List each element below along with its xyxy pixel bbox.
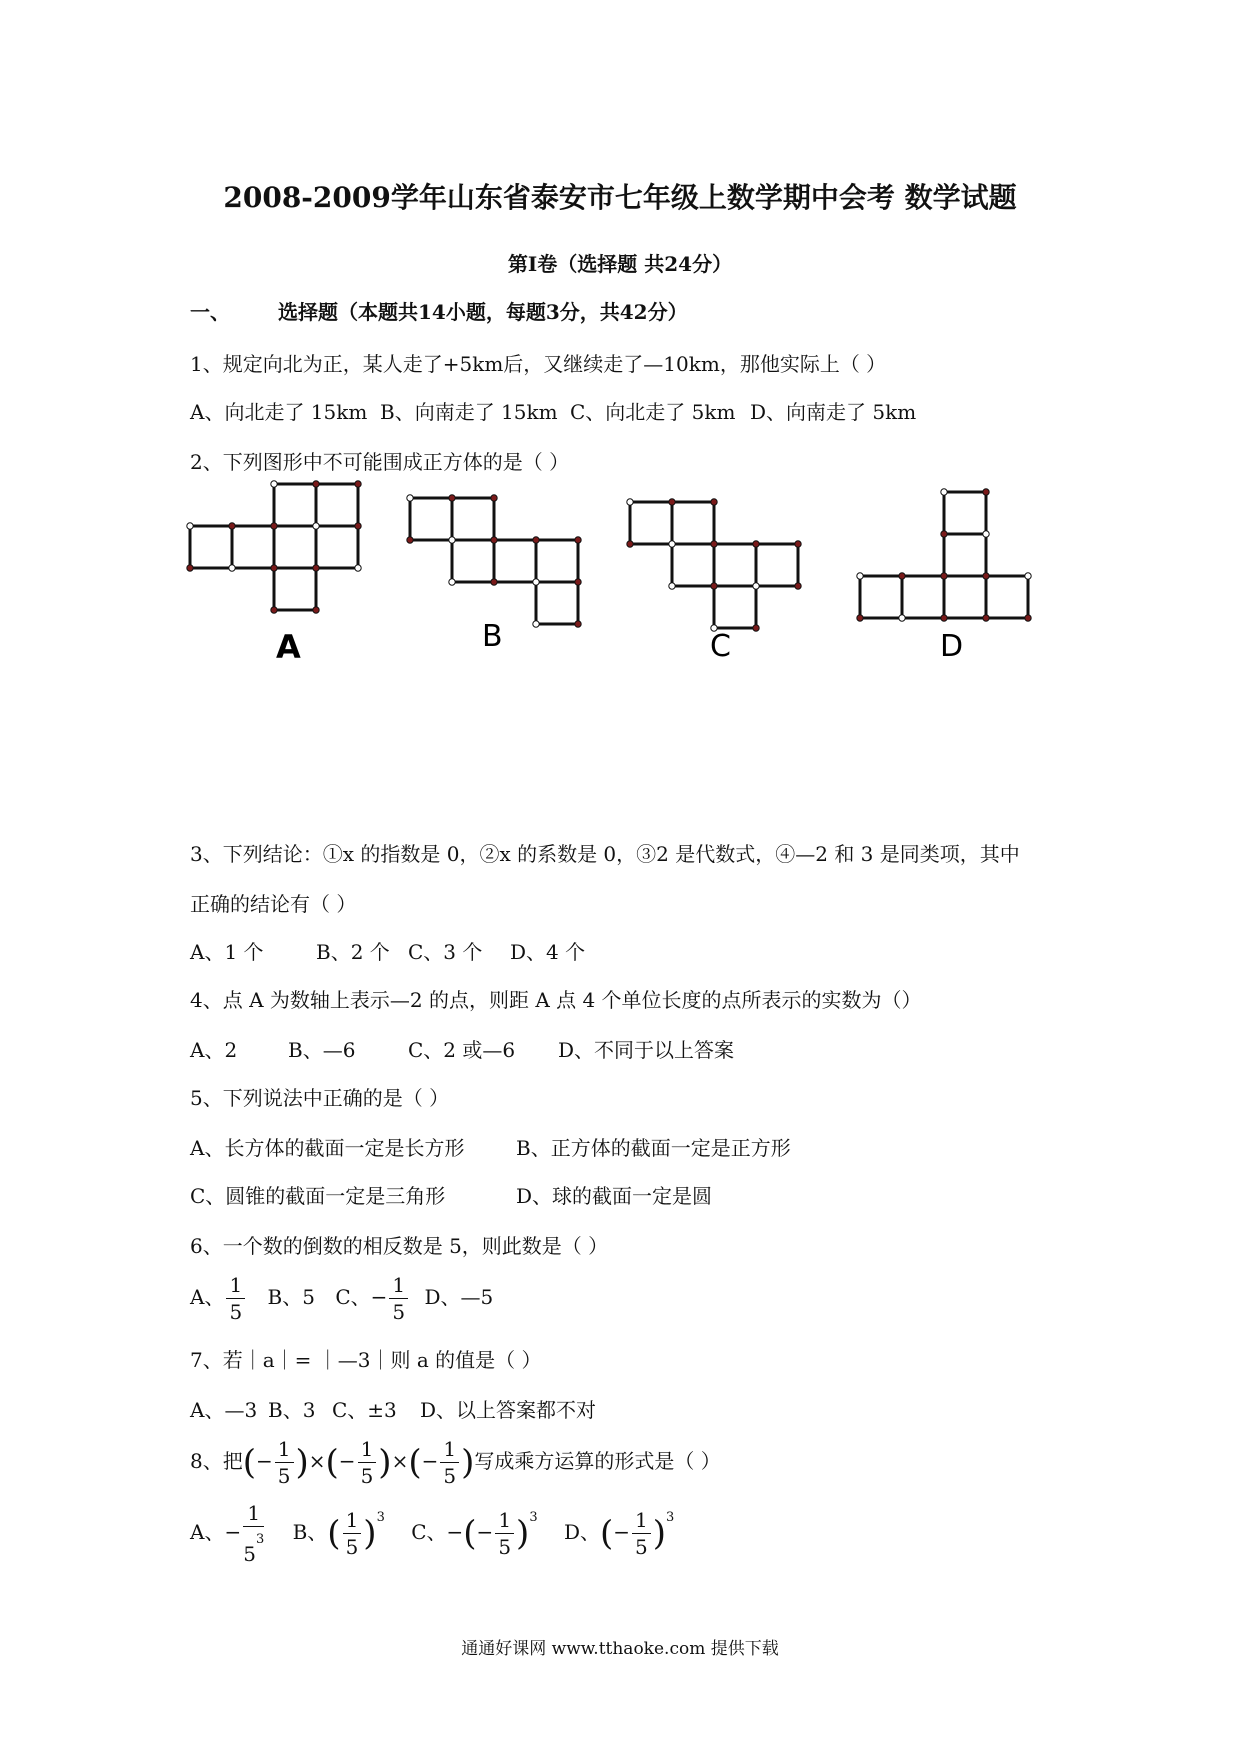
net-square <box>630 502 672 544</box>
question-3-stem-line1: 3、下列结论：①x 的指数是 0，②x 的系数是 0，③2 是代数式，④—2 和 3 是同类项，其中 <box>190 842 1020 866</box>
q5-option-d: D、球的截面一定是圆 <box>516 1184 713 1208</box>
q6-option-d: D、—5 <box>424 1285 494 1309</box>
net-vertex-dot <box>533 621 539 627</box>
net-vertex-dot <box>575 579 581 585</box>
q6-option-a-label: A、 <box>190 1285 225 1309</box>
net-square <box>756 544 798 586</box>
q7-option-a: A、—3 <box>190 1398 258 1422</box>
net-square <box>944 576 986 618</box>
net-square <box>714 544 756 586</box>
q4-option-c: C、2 或—6 <box>408 1038 516 1062</box>
net-vertex-dot <box>313 607 319 613</box>
fraction-one-fifth: $\frac{1}{5}$ <box>226 1272 245 1325</box>
net-vertex-dot <box>669 499 675 505</box>
net-vertex-dot <box>313 481 319 487</box>
net-square <box>714 586 756 628</box>
net-square <box>274 484 316 526</box>
net-label-c: C <box>710 629 731 664</box>
net-a-diagram <box>190 484 358 610</box>
question-3-stem-line2: 正确的结论有（ ） <box>190 892 357 916</box>
q3-option-c: C、3 个 <box>408 940 483 964</box>
q3-option-d: D、4 个 <box>510 940 586 964</box>
net-vertex-dot <box>899 615 905 621</box>
q8-option-b-label: B、 <box>292 1520 328 1544</box>
net-vertex-dot <box>449 579 455 585</box>
q1-option-b: B、向南走了 15km <box>380 400 558 424</box>
net-vertex-dot <box>941 531 947 537</box>
net-vertex-dot <box>753 583 759 589</box>
section-number: 一、 <box>190 300 230 324</box>
net-vertex-dot <box>899 573 905 579</box>
q5-option-b: B、正方体的截面一定是正方形 <box>516 1136 791 1160</box>
net-vertex-dot <box>271 607 277 613</box>
question-5-options-row2 <box>190 1180 712 1209</box>
net-vertex-dot <box>627 499 633 505</box>
q3-option-a: A、1 个 <box>190 940 264 964</box>
question-3-options <box>190 936 585 965</box>
question-8-options: A、− $\frac{1}{5^3}$ B、( $\frac{1}{5}$ )$^3$ C、−(− $\frac{1}{5}$ )$^3$ D、(− $\frac{1}{5}$ )$^3$ <box>190 1501 675 1566</box>
net-vertex-dot <box>407 495 413 501</box>
q8-option-a-label: A、 <box>190 1520 225 1544</box>
question-1-options <box>190 396 916 425</box>
net-square <box>274 568 316 610</box>
net-vertex-dot <box>711 541 717 547</box>
net-vertex-dot <box>857 615 863 621</box>
net-vertex-dot <box>575 621 581 627</box>
net-vertex-dot <box>229 565 235 571</box>
net-label-d: D <box>940 629 964 664</box>
q5-option-c: C、圆锥的截面一定是三角形 <box>190 1184 446 1208</box>
net-square <box>452 540 494 582</box>
q1-option-a: A、向北走了 15km <box>190 400 368 424</box>
net-square <box>986 576 1028 618</box>
q7-option-d: D、以上答案都不对 <box>420 1398 597 1422</box>
question-2-stem: 2、下列图形中不可能围成正方体的是（ ） <box>190 450 570 474</box>
net-vertex-dot <box>407 537 413 543</box>
net-square <box>536 582 578 624</box>
q3-option-b: B、2 个 <box>316 940 390 964</box>
net-vertex-dot <box>983 573 989 579</box>
net-vertex-dot <box>753 541 759 547</box>
net-square <box>410 498 452 540</box>
net-vertex-dot <box>491 579 497 585</box>
cube-nets-figure <box>180 470 1060 680</box>
net-vertex-dot <box>941 615 947 621</box>
section-text: 选择题（本题共14小题，每题3分，共42分） <box>278 300 688 324</box>
net-square <box>672 502 714 544</box>
q8-option-c-label: C、 <box>411 1520 447 1544</box>
net-vertex-dot <box>711 583 717 589</box>
net-square <box>902 576 944 618</box>
net-vertex-dot <box>187 565 193 571</box>
net-vertex-dot <box>857 573 863 579</box>
net-vertex-dot <box>627 541 633 547</box>
q4-option-a: A、2 <box>190 1038 238 1062</box>
q4-option-d: D、不同于以上答案 <box>558 1038 735 1062</box>
net-vertex-dot <box>1025 573 1031 579</box>
net-c-diagram <box>630 502 798 628</box>
net-vertex-dot <box>753 625 759 631</box>
q7-option-b: B、3 <box>268 1398 316 1422</box>
net-square <box>316 526 358 568</box>
net-vertex-dot <box>669 541 675 547</box>
net-vertex-dot <box>669 583 675 589</box>
net-vertex-dot <box>941 489 947 495</box>
net-vertex-dot <box>1025 615 1031 621</box>
net-vertex-dot <box>491 537 497 543</box>
net-vertex-dot <box>313 565 319 571</box>
net-vertex-dot <box>983 531 989 537</box>
question-6-stem: 6、一个数的倒数的相反数是 5，则此数是（ ） <box>190 1234 609 1258</box>
question-7-stem: 7、若｜a｜= ｜—3｜则 a 的值是（ ） <box>190 1348 542 1372</box>
net-vertex-dot <box>449 537 455 543</box>
page-footer: 通通好课网 www.tthaoke.com 提供下载 <box>461 1639 779 1659</box>
question-7-options <box>190 1394 596 1423</box>
q4-option-b: B、—6 <box>288 1038 356 1062</box>
page-title: 2008-2009学年山东省泰安市七年级上数学期中会考 数学试题 <box>223 181 1017 214</box>
net-square <box>536 540 578 582</box>
net-vertex-dot <box>795 541 801 547</box>
q1-option-c: C、向北走了 5km <box>570 400 736 424</box>
net-vertex-dot <box>711 499 717 505</box>
section-heading <box>190 296 688 325</box>
net-vertex-dot <box>575 537 581 543</box>
question-6-options <box>190 1272 493 1325</box>
net-vertex-dot <box>533 579 539 585</box>
net-square <box>494 540 536 582</box>
q6-option-b: B、5 <box>267 1285 315 1309</box>
net-vertex-dot <box>983 489 989 495</box>
net-vertex-dot <box>983 615 989 621</box>
part-heading: 第I卷（选择题 共24分） <box>507 252 733 276</box>
net-square <box>190 526 232 568</box>
net-vertex-dot <box>533 537 539 543</box>
net-vertex-dot <box>491 495 497 501</box>
net-square <box>316 484 358 526</box>
net-vertex-dot <box>355 523 361 529</box>
q5-option-a: A、长方体的截面一定是长方形 <box>190 1136 465 1160</box>
net-vertex-dot <box>449 495 455 501</box>
net-vertex-dot <box>795 583 801 589</box>
net-square <box>860 576 902 618</box>
question-4-options <box>190 1034 734 1063</box>
q7-option-c: C、±3 <box>332 1398 397 1422</box>
net-square <box>274 526 316 568</box>
net-label-b: B <box>482 619 503 654</box>
net-square <box>944 534 986 576</box>
net-square <box>672 544 714 586</box>
net-b-diagram <box>410 498 578 624</box>
net-vertex-dot <box>355 565 361 571</box>
net-square <box>452 498 494 540</box>
question-8-stem: 8、把(− $\frac{1}{5}$ )×(− $\frac{1}{5}$ )×(− $\frac{1}{5}$ )写成乘方运算的形式是（ ） <box>190 1437 721 1488</box>
fraction-one-fifth: $\frac{1}{5}$ <box>389 1272 408 1325</box>
net-square <box>944 492 986 534</box>
q1-option-d: D、向南走了 5km <box>750 400 917 424</box>
net-vertex-dot <box>271 523 277 529</box>
net-vertex-dot <box>271 565 277 571</box>
q6-option-c-label: C、 <box>335 1285 371 1309</box>
question-1-stem: 1、规定向北为正，某人走了+5km后，又继续走了—10km，那他实际上（ ） <box>190 352 887 376</box>
net-vertex-dot <box>229 523 235 529</box>
question-4-stem: 4、点 A 为数轴上表示—2 的点，则距 A 点 4 个单位长度的点所表示的实数为（） <box>190 988 922 1012</box>
q8-option-d-label: D、 <box>563 1520 600 1544</box>
net-vertex-dot <box>187 523 193 529</box>
minus-sign: − <box>370 1285 388 1309</box>
net-d-diagram <box>860 492 1028 618</box>
net-square <box>232 526 274 568</box>
net-vertex-dot <box>271 481 277 487</box>
net-vertex-dot <box>355 481 361 487</box>
question-5-stem: 5、下列说法中正确的是（ ） <box>190 1086 450 1110</box>
net-label-a: A <box>276 628 301 666</box>
net-vertex-dot <box>941 573 947 579</box>
net-vertex-dot <box>313 523 319 529</box>
question-5-options-row1 <box>190 1132 791 1161</box>
